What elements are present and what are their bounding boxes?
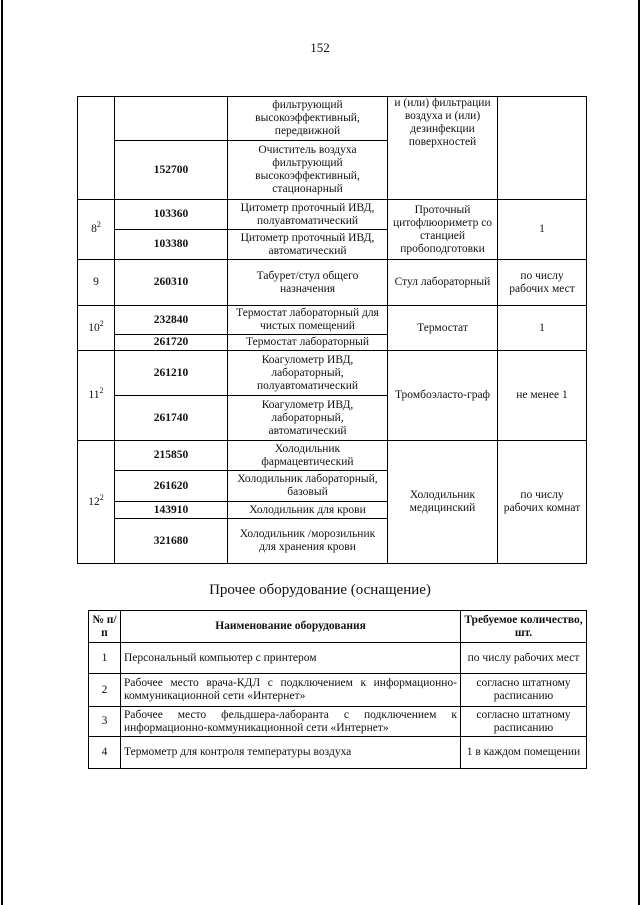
code-cell: 152700	[115, 141, 228, 200]
name-cell: Коагулометр ИВД, лабораторный, автоматический	[228, 396, 388, 441]
description-cell: Термостат	[388, 306, 498, 351]
row-number-cell: 2	[89, 674, 121, 707]
row-number-cell: $11^2$	[78, 351, 115, 441]
description-cell: Проточный цитофлюориметр со станцией пробоподготовки	[388, 200, 498, 260]
name-cell: Коагулометр ИВД, лабораторный, полуавтоматический	[228, 351, 388, 396]
section-title: Прочее оборудование (оснащение)	[209, 582, 431, 598]
name-cell: Персональный компьютер с принтером	[121, 643, 461, 674]
scan-border-left	[1, 0, 3, 905]
name-cell: Холодильник /морозильник для хранения крови	[228, 519, 388, 564]
code-cell: 321680	[115, 519, 228, 564]
quantity-cell: 1	[498, 306, 587, 351]
row-number-cell: 1	[89, 643, 121, 674]
name-cell: Цитометр проточный ИВД, автоматический	[228, 230, 388, 260]
name-cell: Холодильник для крови	[228, 502, 388, 519]
name-cell: Очиститель воздуха фильтрующий высокоэффективный, стационарный	[228, 141, 388, 200]
description-cell: Стул лабораторный	[388, 260, 498, 306]
name-cell: Холодильник лабораторный, базовый	[228, 471, 388, 502]
header-name: Наименование оборудования	[121, 611, 461, 643]
code-cell: 261210	[115, 351, 228, 396]
equipment-table	[77, 96, 587, 564]
table-row	[78, 306, 587, 335]
table-row	[89, 674, 587, 707]
table-row	[78, 351, 587, 396]
code-cell: 260310	[115, 260, 228, 306]
name-cell: фильтрующий высокоэффективный, передвижной	[228, 97, 388, 141]
quantity-cell: по числу рабочих комнат	[498, 441, 587, 564]
table-header-row	[89, 611, 587, 643]
code-cell: 215850	[115, 441, 228, 471]
row-number-cell: $8^2$	[78, 200, 115, 260]
quantity-cell	[498, 97, 587, 200]
quantity-cell: согласно штатному расписанию	[461, 707, 587, 737]
table-row	[78, 97, 587, 141]
row-number-cell: 3	[89, 707, 121, 737]
code-cell: 143910	[115, 502, 228, 519]
table-row	[78, 200, 587, 230]
header-quantity: Требуемое количество, шт.	[461, 611, 587, 643]
name-cell: Табурет/стул общего назначения	[228, 260, 388, 306]
quantity-cell: по числу рабочих мест	[498, 260, 587, 306]
table-row	[89, 643, 587, 674]
description-cell: Холодильник медицинский	[388, 441, 498, 564]
code-cell: 103380	[115, 230, 228, 260]
name-cell: Термостат лабораторный для чистых помещений	[228, 306, 388, 335]
row-number-cell: 9	[78, 260, 115, 306]
header-num: № п/п	[89, 611, 121, 643]
description-cell: и (или) фильтрации воздуха и (или) дезинфекции поверхностей	[388, 97, 498, 200]
code-cell: 261620	[115, 471, 228, 502]
code-cell: 232840	[115, 306, 228, 335]
quantity-cell: по числу рабочих мест	[461, 643, 587, 674]
quantity-cell: 1 в каждом помещении	[461, 737, 587, 769]
code-cell: 261740	[115, 396, 228, 441]
description-cell: Тромбоэласто-граф	[388, 351, 498, 441]
name-cell: Рабочее место фельдшера-лаборанта с подключением к информационно-коммуникационной сети «Интернет»	[121, 707, 461, 737]
page-number: 152	[310, 40, 330, 55]
name-cell: Рабочее место врача-КДЛ с подключением к информационно-коммуникационной сети «Интернет»	[121, 674, 461, 707]
row-number-cell: $10^2$	[78, 306, 115, 351]
name-cell: Термометр для контроля температуры воздуха	[121, 737, 461, 769]
row-number-cell: $12^2$	[78, 441, 115, 564]
other-equipment-table	[88, 610, 587, 769]
row-number-cell	[78, 97, 115, 200]
code-cell: 103360	[115, 200, 228, 230]
code-cell: 261720	[115, 335, 228, 351]
table-row	[78, 260, 587, 306]
name-cell: Холодильник фармацевтический	[228, 441, 388, 471]
code-cell	[115, 97, 228, 141]
row-number-cell: 4	[89, 737, 121, 769]
quantity-cell: 1	[498, 200, 587, 260]
table-row	[89, 737, 587, 769]
quantity-cell: не менее 1	[498, 351, 587, 441]
name-cell: Термостат лабораторный	[228, 335, 388, 351]
table-row	[89, 707, 587, 737]
quantity-cell: согласно штатному расписанию	[461, 674, 587, 707]
name-cell: Цитометр проточный ИВД, полуавтоматический	[228, 200, 388, 230]
table-row	[78, 441, 587, 471]
